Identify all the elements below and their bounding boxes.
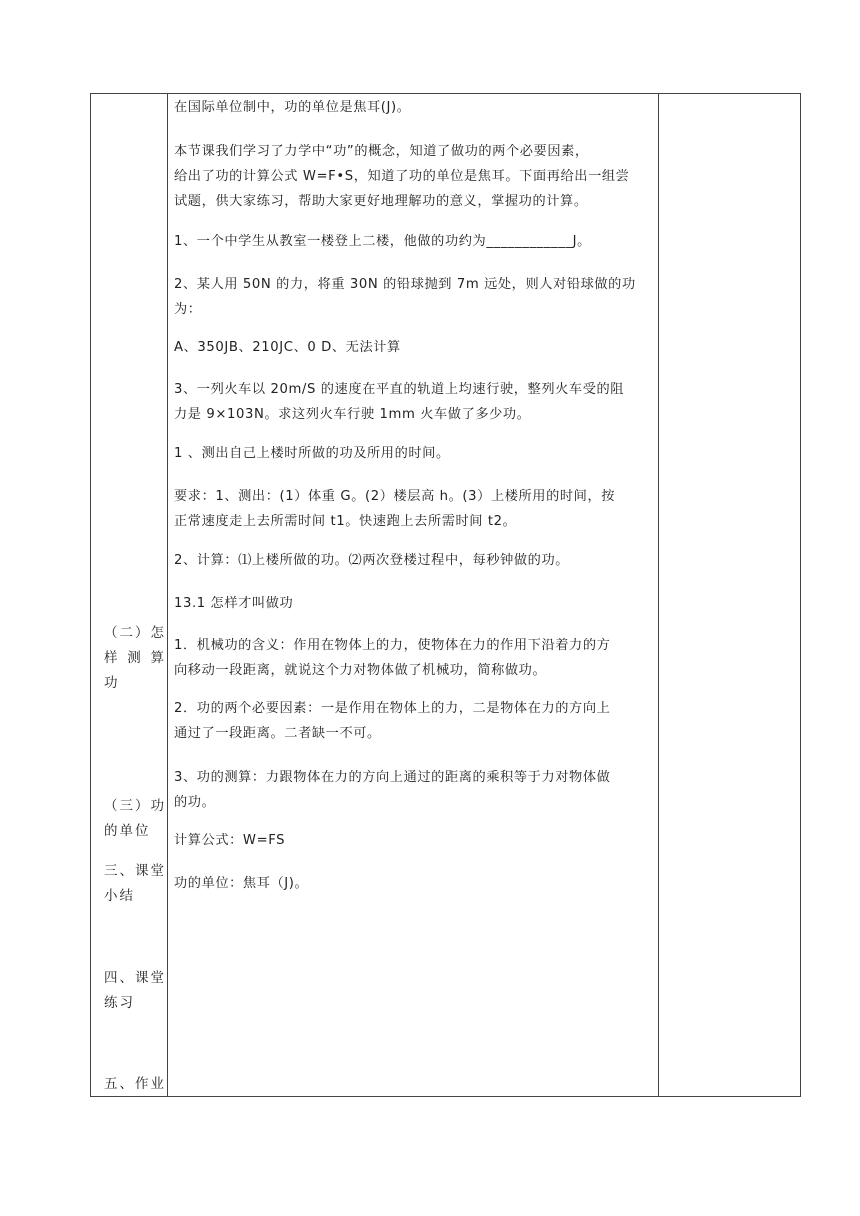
column-divider-right	[658, 94, 659, 1096]
definition-mechanical-work: 1．机械功的含义：作用在物体上的力，使物体在力的作用下沿着力的方 向移动一段距离，就说这个力对物体做了机械功，简称做功。	[174, 638, 611, 678]
work-measurement: 3、功的测算：力跟物体在力的方向上通过的距离的乘积等于力对物体做 的功。	[174, 770, 611, 810]
section-heading-13-1: 13.1 怎样才叫做功	[174, 596, 294, 611]
label-unit-of-work: （三）功 的单位	[104, 798, 166, 839]
activity-measure: 1 、测出自己上楼时所做的功及所用的时间。	[174, 446, 450, 461]
label-how-to-measure-work: （二）怎 样 测 算 功	[104, 625, 166, 691]
unit-statement: 在国际单位制中，功的单位是焦耳(J)。	[174, 100, 411, 115]
activity-requirements: 要求：1、测出：(1）体重 G。(2）楼层高 h。(3）上楼所用的时间，按 正常速度走上去所需时间 t1。快速跑上去所需时间 t2。	[174, 489, 616, 529]
necessary-factors: 2．功的两个必要因素：一是作用在物体上的力，二是物体在力的方向上 通过了一段距离。二者缺一不可。	[174, 701, 611, 741]
exercise-1: 1、一个中学生从教室一楼登上二楼，他做的功约为____________J。	[174, 234, 591, 249]
exercise-3: 3、一列火车以 20m/S 的速度在平直的轨道上均速行驶，整列火车受的阻 力是 9×103N。求这列火车行驶 1mm 火车做了多少功。	[174, 382, 625, 422]
activity-calculate: 2、计算：⑴上楼所做的功。⑵两次登楼过程中，每秒钟做的功。	[174, 553, 570, 568]
exercise-2-options: A、350JB、210JC、0 D、无法计算	[174, 340, 401, 355]
label-homework: 五、作业	[104, 1076, 166, 1092]
label-class-practice: 四、课堂 练习	[104, 970, 166, 1011]
unit-line: 功的单位：焦耳（J)。	[174, 876, 309, 891]
formula-line: 计算公式：W=FS	[174, 833, 286, 848]
label-class-summary: 三、课堂 小结	[104, 863, 166, 904]
lesson-summary-paragraph: 本节课我们学习了力学中“功”的概念，知道了做功的两个必要因素， 给出了功的计算公式 W=F•S，知道了功的单位是焦耳。下面再给出一组尝 试题，供大家练习，帮助大家更好地理解功的意义，掌握功的计算。	[174, 144, 630, 209]
column-divider-left	[167, 94, 168, 1096]
exercise-2: 2、某人用 50N 的力，将重 30N 的铅球抛到 7m 远处，则人对铅球做的功 为：	[174, 277, 636, 317]
